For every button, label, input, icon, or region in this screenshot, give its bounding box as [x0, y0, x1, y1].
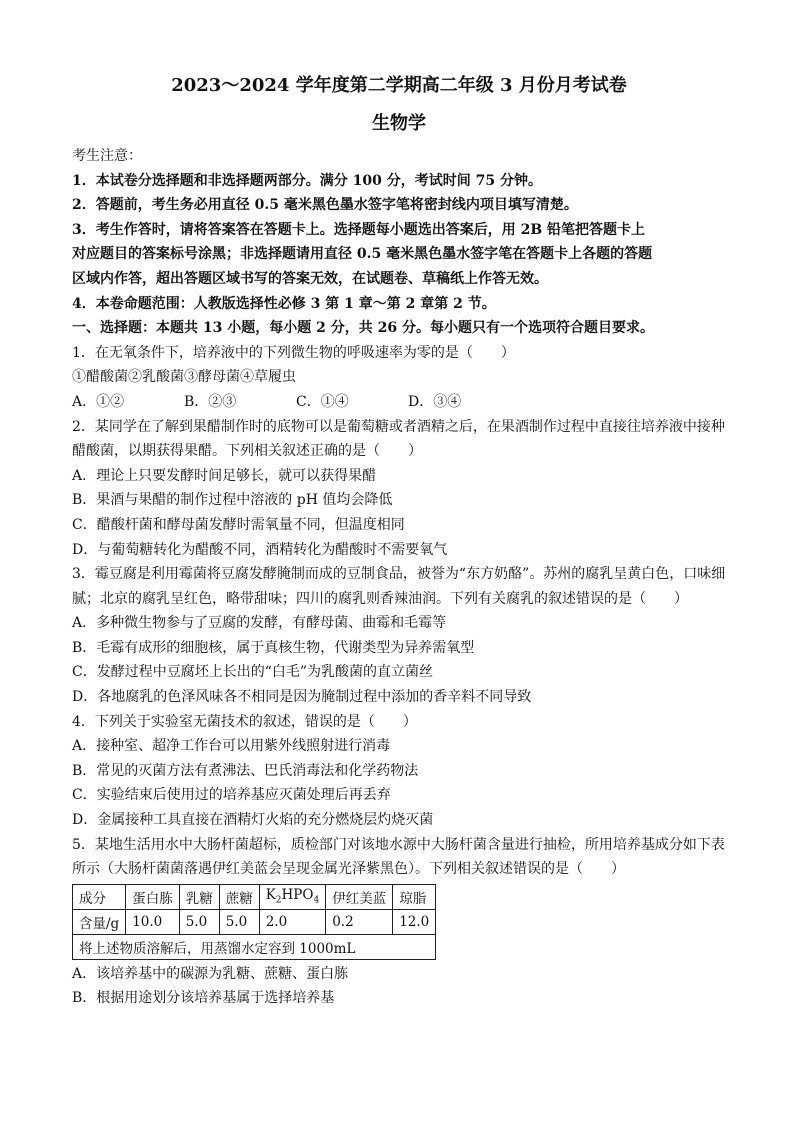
medium-table	[72, 884, 436, 960]
option: D．各地腐乳的色泽风味各不相同是因为腌制过程中添加的香辛料不同导致	[72, 689, 532, 706]
formula-part: K	[265, 887, 276, 904]
table-row	[73, 934, 436, 959]
option: B．②③	[184, 393, 237, 410]
table-cell: 5.0	[179, 909, 219, 934]
table-cell: 蛋白胨	[126, 884, 180, 909]
table-cell: 5.0	[219, 909, 259, 934]
table-cell-formula	[259, 884, 326, 909]
notice-item: 2．答题前，考生务必用直径 0.5 毫米黑色墨水签字笔将密封线内项目填写清楚。	[72, 197, 578, 214]
table-cell: 10.0	[126, 909, 180, 934]
notice-heading: 考生注意：	[72, 148, 142, 164]
table-cell: 琼脂	[393, 884, 436, 909]
formula-subscript: 4	[313, 896, 320, 907]
option: A．多种微生物参与了豆腐的发酵，有酵母菌、曲霉和毛霉等	[72, 615, 447, 632]
option: C．发酵过程中豆腐坯上长出的“白毛”为乳酸菌的直立菌丝	[72, 664, 434, 681]
q5-stem: 5．某地生活用水中大肠杆菌超标，质检部门对该地水源中大肠杆菌含量进行抽检，所用培养基成分如下表	[72, 836, 725, 853]
option: A．接种室、超净工作台可以用紫外线照射进行消毒	[72, 738, 391, 755]
notice-item: 4．本卷命题范围：人教版选择性必修 3 第 1 章～第 2 章第 2 节。	[72, 295, 496, 312]
option: C．醋酸杆菌和酵母菌发酵时需氧量不同，但温度相同	[72, 516, 405, 533]
exam-page	[72, 72, 726, 1011]
notice-item: 1．本试卷分选择题和非选择题两部分。满分 100 分，考试时间 75 分钟。	[72, 172, 542, 189]
table-cell: 2.0	[259, 909, 326, 934]
q3-stem: 3．霉豆腐是利用霉菌将豆腐发酵腌制而成的豆制食品，被誉为“东方奶酪”。苏州的腐乳呈黄白色，口味细	[72, 566, 726, 583]
option: B．果酒与果醋的制作过程中溶液的 pH 值均会降低	[72, 492, 393, 509]
table-cell: 12.0	[393, 909, 436, 934]
option: D．金属接种工具直接在酒精灯火焰的充分燃烧层灼烧灭菌	[72, 812, 434, 829]
table-cell: 0.2	[326, 909, 393, 934]
table-row	[73, 909, 436, 934]
table-cell: 乳糖	[179, 884, 219, 909]
table-note: 将上述物质溶解后，用蒸馏水定容到 1000mL	[73, 934, 436, 959]
option: A．①②	[72, 393, 125, 410]
option: B．根据用途划分该培养基属于选择培养基	[72, 990, 335, 1007]
option: C．实验结束后使用过的培养基应灭菌处理后再丢弃	[72, 787, 391, 804]
q1-options	[72, 390, 726, 415]
q4-stem: 4．下列关于实验室无菌技术的叙述，错误的是（ ）	[72, 713, 417, 730]
table-cell: 成分	[73, 884, 126, 909]
q3-stem: 腻；北京的腐乳呈红色，略带甜味；四川的腐乳则香辣油润。下列有关腐乳的叙述错误的是（ ）	[72, 590, 688, 607]
table-row	[73, 884, 436, 909]
subject-title: 生物学	[372, 113, 426, 134]
q2-stem: 2．某同学在了解到果醋制作时的底物可以是葡萄糖或者酒精之后，在果酒制作过程中直接往培养液中接种	[72, 418, 725, 435]
option: B．毛霉有成形的细胞核，属于真核生物，代谢类型为异养需氧型	[72, 639, 475, 656]
exam-title: 2023～2024 学年度第二学期高二年级 3 月份月考试卷	[171, 75, 627, 96]
notice-item: 对应题目的答案标号涂黑；非选择题请用直径 0.5 毫米黑色墨水签字笔在答题卡上各题的答题	[72, 246, 653, 263]
table-cell: 伊红美蓝	[326, 884, 393, 909]
notice-item: 3．考生作答时，请将答案答在答题卡上。选择题每小题选出答案后，用 2B 铅笔把答题卡上	[72, 221, 646, 238]
option: A．该培养基中的碳源为乳糖、蔗糖、蛋白胨	[72, 965, 349, 982]
q1-stem: 1．在无氧条件下，培养液中的下列微生物的呼吸速率为零的是（ ）	[72, 344, 515, 361]
option: D．与葡萄糖转化为醋酸不同，酒精转化为醋酸时不需要氧气	[72, 541, 448, 558]
q5-stem: 所示（大肠杆菌菌落遇伊红美蓝会呈现金属光泽紫黑色）。下列相关叙述错误的是（ ）	[72, 861, 625, 878]
q2-stem: 醋酸菌，以期获得果醋。下列相关叙述正确的是（ ）	[72, 443, 422, 460]
table-cell: 蔗糖	[219, 884, 259, 909]
option: A．理论上只要发酵时间足够长，就可以获得果醋	[72, 467, 377, 484]
section-heading: 一、选择题：本题共 13 小题，每小题 2 分，共 26 分。每小题只有一个选项符合题目要求。	[72, 320, 654, 337]
formula-subscript: 2	[275, 896, 282, 907]
formula-part: HPO	[281, 887, 314, 904]
notice-item: 区域内作答，超出答题区域书写的答案无效，在试题卷、草稿纸上作答无效。	[72, 270, 548, 287]
option: C．①④	[296, 393, 349, 410]
option: D．③④	[408, 393, 462, 410]
table-cell: 含量/g	[73, 909, 126, 934]
q1-list: ①醋酸菌②乳酸菌③酵母菌④草履虫	[72, 369, 296, 386]
option: B．常见的灭菌方法有煮沸法、巴氏消毒法和化学药物法	[72, 762, 419, 779]
